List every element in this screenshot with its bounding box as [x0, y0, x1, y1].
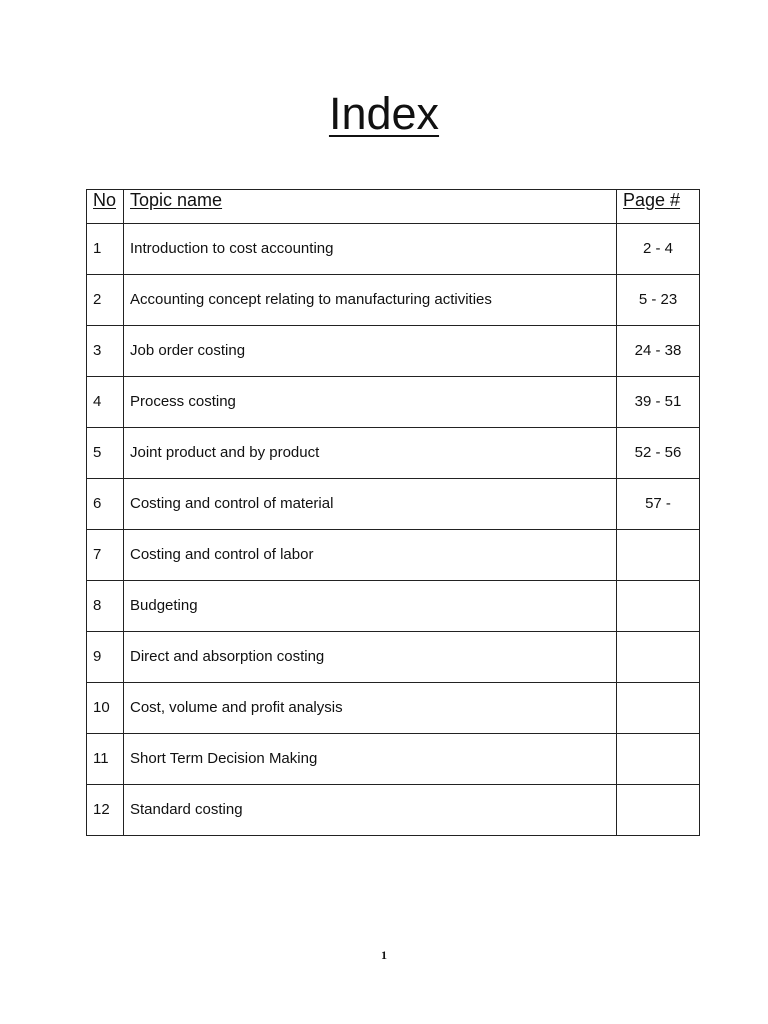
- row-number: 11: [87, 734, 124, 785]
- table-row: [87, 785, 700, 836]
- row-number: 12: [87, 785, 124, 836]
- row-pages: 2 - 4: [617, 224, 700, 275]
- row-topic: Joint product and by product: [124, 428, 617, 479]
- row-pages: [617, 581, 700, 632]
- row-number: 7: [87, 530, 124, 581]
- row-pages: 52 - 56: [617, 428, 700, 479]
- table-row: [87, 683, 700, 734]
- row-pages: 57 -: [617, 479, 700, 530]
- row-topic: Budgeting: [124, 581, 617, 632]
- row-topic: Direct and absorption costing: [124, 632, 617, 683]
- row-number: 4: [87, 377, 124, 428]
- row-pages: 39 - 51: [617, 377, 700, 428]
- row-topic: Costing and control of material: [124, 479, 617, 530]
- table-row: [87, 326, 700, 377]
- row-pages: [617, 785, 700, 836]
- row-pages: [617, 530, 700, 581]
- header-no-label: No: [93, 190, 117, 210]
- row-pages: [617, 683, 700, 734]
- row-pages: 24 - 38: [617, 326, 700, 377]
- row-number: 9: [87, 632, 124, 683]
- table-row: [87, 275, 700, 326]
- row-pages: 5 - 23: [617, 275, 700, 326]
- row-number: 1: [87, 224, 124, 275]
- row-number: 10: [87, 683, 124, 734]
- row-topic: Job order costing: [124, 326, 617, 377]
- page-number: 1: [381, 948, 387, 962]
- row-pages: [617, 632, 700, 683]
- header-topic: [124, 190, 617, 224]
- row-topic: Cost, volume and profit analysis: [124, 683, 617, 734]
- table-row: [87, 428, 700, 479]
- table-row: [87, 581, 700, 632]
- table-row: [87, 734, 700, 785]
- row-topic: Introduction to cost accounting: [124, 224, 617, 275]
- table-row: [87, 377, 700, 428]
- page-title: Index: [328, 88, 440, 139]
- table-row: [87, 530, 700, 581]
- table-row: [87, 632, 700, 683]
- index-table: [86, 189, 700, 836]
- row-number: 3: [87, 326, 124, 377]
- row-number: 5: [87, 428, 124, 479]
- header-page: [617, 190, 700, 224]
- table-header-row: [87, 190, 700, 224]
- header-no: [87, 190, 124, 224]
- row-number: 6: [87, 479, 124, 530]
- row-number: 8: [87, 581, 124, 632]
- header-topic-label: Topic name: [130, 190, 223, 210]
- row-topic: Standard costing: [124, 785, 617, 836]
- table-row: [87, 479, 700, 530]
- row-topic: Short Term Decision Making: [124, 734, 617, 785]
- row-topic: Costing and control of labor: [124, 530, 617, 581]
- row-number: 2: [87, 275, 124, 326]
- header-page-label: Page #: [623, 190, 681, 210]
- row-topic: Process costing: [124, 377, 617, 428]
- row-topic: Accounting concept relating to manufacturing activities: [124, 275, 617, 326]
- table-row: [87, 224, 700, 275]
- row-pages: [617, 734, 700, 785]
